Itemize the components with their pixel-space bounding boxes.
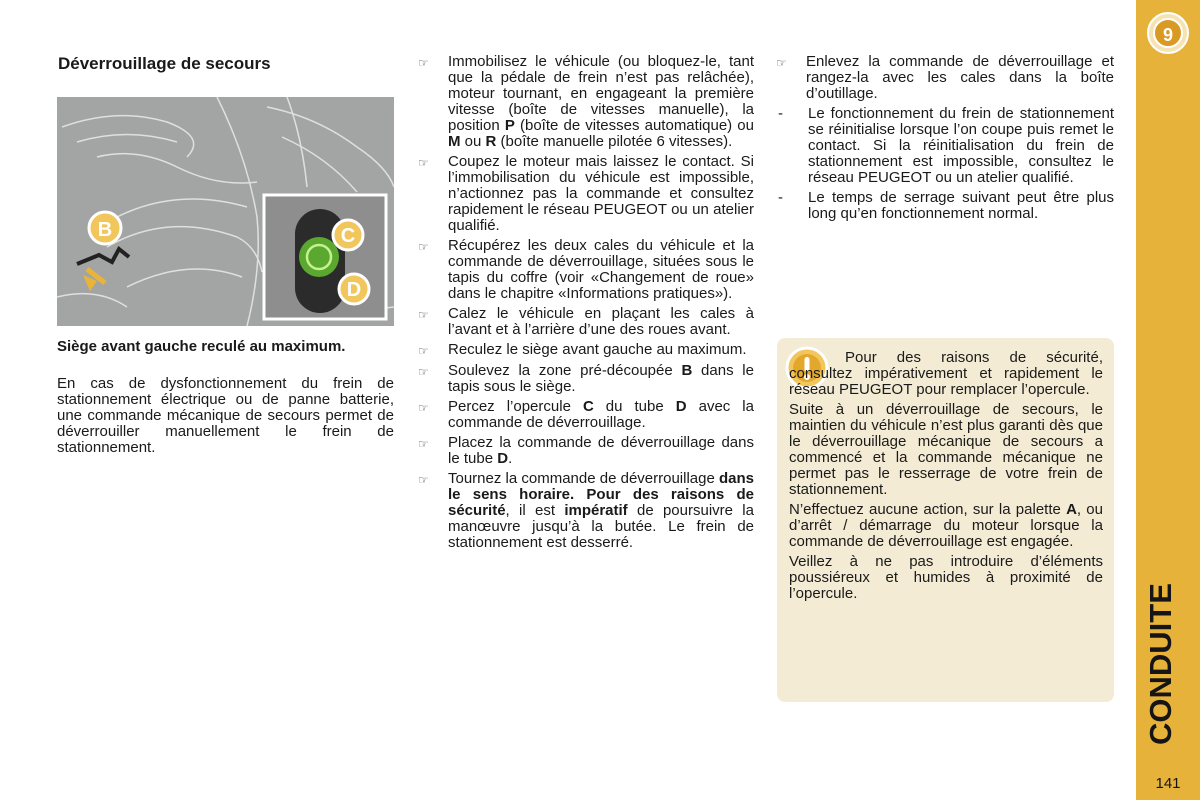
step-item: [776, 54, 1114, 102]
note-item: [776, 106, 1114, 186]
step-text: Calez le véhicule en plaçant les cales à l’avant et à l’arrière d’une des roues avant.: [448, 305, 754, 338]
step-item: [418, 471, 754, 551]
note-item: [776, 190, 1114, 222]
pointing-hand-icon: ☞: [418, 56, 429, 70]
page-title: Déverrouillage de secours: [58, 54, 271, 73]
step-text: Coupez le moteur mais laissez le contact. Si l’immobilisation du véhicule est impossible, n’actionnez pas la commande et consultez rapidement le réseau PEUGEOT ou un atelier qualifié.: [448, 153, 754, 234]
warning-text: [789, 350, 1103, 606]
dash-marker: -: [778, 189, 783, 206]
chapter-number: 9: [1153, 18, 1183, 48]
pointing-hand-icon: ☞: [418, 240, 429, 254]
step-text: Enlevez la commande de déverrouillage et rangez-la avec les cales dans la boîte d’outillage.: [806, 53, 1114, 102]
callout-b-label: B: [97, 219, 113, 241]
warning-paragraph: N’effectuez aucune action, sur la palette A, ou d’arrêt / démarrage du moteur lorsque la commande de déverrouillage est engagée.: [789, 501, 1103, 550]
page-number: 141: [1155, 774, 1181, 792]
pointing-hand-icon: ☞: [418, 365, 429, 379]
pointing-hand-icon: ☞: [776, 56, 787, 70]
figure-caption: Siège avant gauche reculé au maximum.: [57, 338, 346, 355]
warning-paragraph: Pour des raisons de sécurité, consultez impérativement et rapidement le réseau PEUGEOT pour remplacer l’opercule.: [789, 349, 1103, 398]
step-item: [418, 363, 754, 395]
step-text: Immobilisez le véhicule (ou bloquez-le, tant que la pédale de frein n’est pas relâchée), moteur tournant, en engageant la première vitesse (boîte de vitesses manuelle), la position P (boîte de vitesses automatique) ou M ou R (boîte manuelle pilotée 6 vitesses).: [448, 53, 754, 150]
step-item: [418, 399, 754, 431]
pointing-hand-icon: ☞: [418, 308, 429, 322]
step-text: Placez la commande de déverrouillage dans le tube D.: [448, 434, 754, 467]
followup-column: [776, 54, 1114, 226]
step-item: [418, 54, 754, 150]
pointing-hand-icon: ☞: [418, 437, 429, 451]
step-item: [418, 238, 754, 302]
callout-c-label: C: [340, 225, 356, 247]
chapter-badge: [1147, 12, 1189, 54]
note-text: Le fonctionnement du frein de stationnement se réinitialise lorsque l’on coupe puis remet le contact. Si la réinitialisation du frein de stationnement est impossible, consultez le réseau PEUGEOT ou un atelier qualifié.: [808, 105, 1114, 186]
pointing-hand-icon: ☞: [418, 401, 429, 415]
pointing-hand-icon: ☞: [418, 344, 429, 358]
dash-marker: -: [778, 105, 783, 122]
steps-column: [418, 54, 754, 555]
step-text: Reculez le siège avant gauche au maximum.: [448, 341, 747, 358]
step-item: [418, 306, 754, 338]
pointing-hand-icon: ☞: [418, 473, 429, 487]
step-text: Soulevez la zone pré-découpée B dans le tapis sous le siège.: [448, 362, 754, 395]
step-text: Tournez la commande de déverrouillage dans le sens horaire. Pour des raisons de sécurité, il est impératif de poursuivre la manœuvre jusqu’à la butée. Le frein de stationnement est desserré.: [448, 470, 755, 551]
warning-paragraph: Veillez à ne pas introduire d’éléments poussiéreux et humides à proximité de l’opercule.: [789, 553, 1103, 602]
section-title: CONDUITE: [1143, 583, 1178, 745]
intro-paragraph: En cas de dysfonctionnement du frein de stationnement électrique ou de panne batterie, une commande mécanique de secours permet de déverrouiller manuellement le frein de stationnement.: [57, 375, 394, 456]
step-item: [418, 154, 754, 234]
warning-paragraph: Suite à un déverrouillage de secours, le maintien du véhicule n’est plus garanti dès que le déverrouillage mécanique de secours a commencé et la commande mécanique ne permet pas le resserrage de votre frein de stationnement.: [789, 401, 1103, 498]
callout-d-label: D: [346, 279, 362, 301]
seat-illustration: [57, 97, 394, 326]
pointing-hand-icon: ☞: [418, 156, 429, 170]
step-item: [418, 435, 754, 467]
step-item: [418, 342, 754, 359]
step-text: Percez l’opercule C du tube D avec la commande de déverrouillage.: [448, 398, 754, 431]
step-text: Récupérez les deux cales du véhicule et la commande de déverrouillage, situées sous le tapis du coffre (voir «Changement de roue» dans le chapitre «Informations pratiques»).: [448, 237, 754, 302]
note-text: Le temps de serrage suivant peut être plus long qu’en fonctionnement normal.: [808, 189, 1114, 222]
